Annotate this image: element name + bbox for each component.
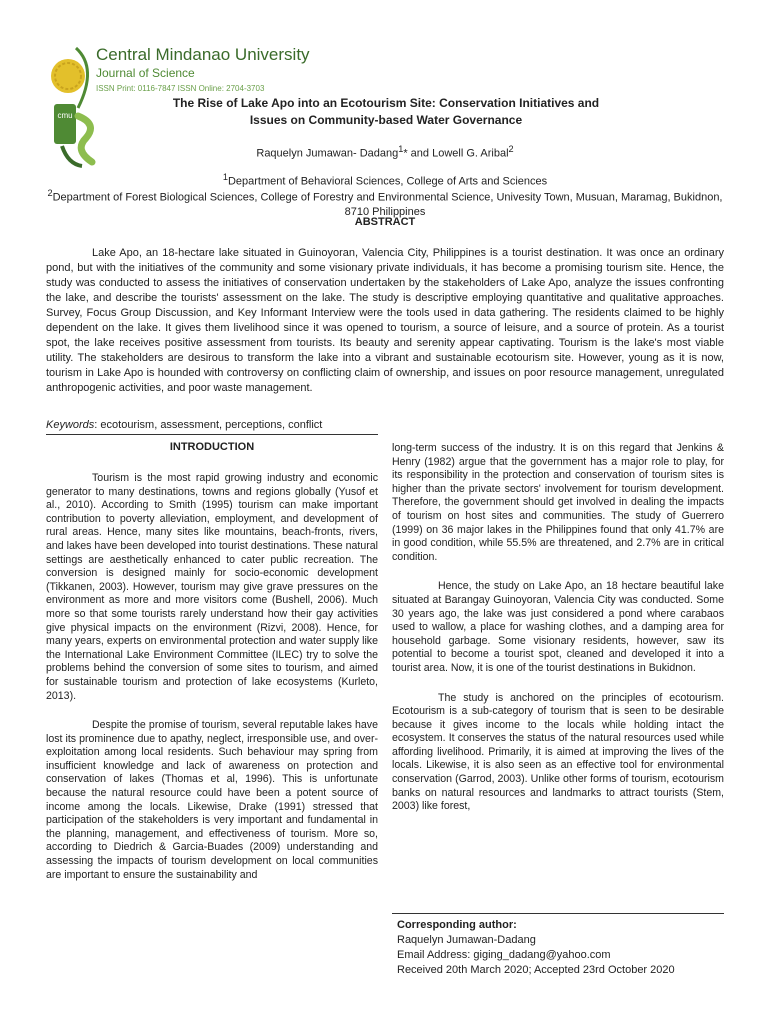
affiliation-2: [46, 186, 724, 219]
author-1: Raquelyn Jumawan- Dadang: [256, 147, 399, 160]
abstract-heading: ABSTRACT: [354, 216, 416, 228]
right-paragraph-3: The study is anchored on the principles of ecotourism. Ecotourism is a sub-category of tourism that is seen to be desirable because it gives income to the locals while holding intact the ecosystem. It conserves the status of the natural resources used while affording livelihood. Primarily, it is aimed at improving the lives of the locals. Likewise, it is also seen as an effective tool for environmental conservation (Garrod, 2003). Unlike other forms of tourism, ecotourism banks on natural resources and landmarks to attract tourists (Stem, 2003) like forest,: [392, 691, 724, 813]
issn-line: ISSN Print: 0116-7847 ISSN Online: 2704-3703: [96, 84, 265, 93]
right-paragraph-2: Hence, the study on Lake Apo, an 18 hectare beautiful lake situated at Barangay Guinoyoran, Valencia City was conducted. Some 30 years ago, the lake was just considered a pond where carabaos used to wallow, a place for washing clothes, and a damping area for household garbage. Some visionary residents, however, saw its potential to become a tourist spot, cleaned and developed it into a tourist area. Now, it is one of the tourist destinations in Bukidnon.: [392, 580, 724, 674]
university-name: Central Mindanao University: [96, 45, 310, 64]
correspondence-heading: Corresponding author:: [397, 919, 517, 931]
author-line: [0, 144, 770, 160]
correspondence-block: [397, 918, 724, 978]
right-column: [392, 442, 724, 814]
left-paragraph-2: Despite the promise of tourism, several reputable lakes have lost its prominence due to apathy, neglect, irresponsible use, and over-exploitation among local residents. Such behaviour may spring from insufficient knowledge and lack of awareness on protection and conservation of lakes (Thomas et al, 1996). This is unfortunate because the natural resource could have been a potent source of income among the locals. Likewise, Drake (1991) stressed that participation of the stakeholders is very important and fundamental in the planning, management, and effectiveness of tourism. More so, according to Diedrich & Garcia-Buades (2009) understanding and assessing the impacts of tourism development on local communities are important to ensure the sustainability and: [46, 719, 378, 881]
correspondence-email: Email Address: giging_dadang@yahoo.com: [397, 949, 611, 961]
left-paragraph-1: Tourism is the most rapid growing industry and economic generator to many destinations, towns and regions globally (Yusof et al., 2010). According to Smith (1995) tourism can make important contribution to poverty alleviation, employment, and development of rural areas. Hence, many sites like mountains, beach-fronts, rivers, and lakes have been developed into tourist destinations. These natural settings are aesthetically enhanced to cater public recreation. The conversion is designed mainly for socio-economic development (Tikkanen, 2003). However, tourism may give grave pressures on the environment as more and more visitors come (Bushell, 2006). Much more so that some tourists rarely understand how their gay activities give physical impacts on the environment (Rizvi, 2008). Hence, for many years, experts on environmental protection and water supply like the International Lake Environment Committee (ILEC) try to solve the problems behind the conversion of some sites to tourism, and aimed for sustainable tourism and protection of lake ecosystems (Kurleto, 2013).: [46, 472, 378, 702]
keywords-text: : ecotourism, assessment, perceptions, conflict: [94, 419, 323, 431]
title-line-1: The Rise of Lake Apo into an Ecotourism Site: Conservation Initiatives and: [172, 96, 600, 110]
journal-name: Journal of Science: [96, 66, 195, 80]
author-connector: * and Lowell G. Aribal: [403, 147, 509, 160]
keywords-divider: [46, 434, 378, 435]
right-paragraph-1: long-term success of the industry. It is on this regard that Jenkins & Henry (1982) argue that the government has a major role to play, for its responsibility in the protection and conservation of tourism sites is higher than the private sectors' involvement for tourism development. Therefore, the government should get involved in dealing the impacts of tourism on host sites and communities. The study of Guerrero (1999) on 36 major lakes in the Philippines found that only 41.7% are in good condition, while 55.5% are threatened, and 2.7% are in critical condition.: [392, 442, 724, 563]
keywords-label: Keywords: [46, 419, 95, 431]
paper-title: [90, 95, 682, 129]
title-line-2: Issues on Community-based Water Governance: [249, 113, 523, 127]
abstract-text: Lake Apo, an 18-hectare lake situated in Guinoyoran, Valencia City, Philippines is a tourist destination. It was once an ordinary pond, but with the initiatives of the community and some visionary private individuals, it has become a promising tourism site. Hence, the study was conducted to assess the initiatives of conservation undertaken by the stakeholders of Lake Apo, analyze the issues confronting the lake, and describe the tourists' assessment on the lake. The study is descriptive employing quantitative and qualitative approaches. Survey, Focus Group Discussion, and Key Informant Interview were the tools used in data gathering. The residents claimed to be highly dependent on the lake. It gives them livelihood since it was opened to tourism, a source of leisure, and a source of protein. As a tourist spot, the lake receives positive assessment from tourists. Its beauty and serenity appear captivating. Tourism is the lake's most viable utility. The stakeholders are desirous to transform the lake into a vibrant and sustainable ecotourism site. However, young as it is now, tourism in Lake Apo is hounded with controversy on conflicting claim of ownership, and issues on poor resource management, unregulated anthropogenic activities, and poor waste management.: [46, 247, 724, 394]
left-column: [46, 472, 378, 882]
keywords: [46, 419, 322, 431]
author-2-sup: 2: [508, 144, 514, 154]
correspondence-name: Raquelyn Jumawan-Dadang: [397, 934, 536, 946]
correspondence-divider: [392, 913, 724, 914]
author-1-sup: 1: [398, 144, 404, 154]
affiliation-1-sup: 1: [222, 172, 228, 182]
logo-text: cmu: [57, 111, 73, 120]
introduction-heading: INTRODUCTION: [169, 441, 255, 453]
affiliation-1-text: Department of Behavioral Sciences, College of Arts and Sciences: [227, 175, 548, 188]
affiliation-2-sup: 2: [47, 188, 53, 198]
affiliation-2-text: Department of Forest Biological Sciences, College of Forestry and Environmental Science, Univesity Town, Musuan, Maramag, Bukidnon, 8710 Philippines: [52, 191, 723, 218]
correspondence-dates: Received 20th March 2020; Accepted 23rd October 2020: [397, 964, 675, 976]
